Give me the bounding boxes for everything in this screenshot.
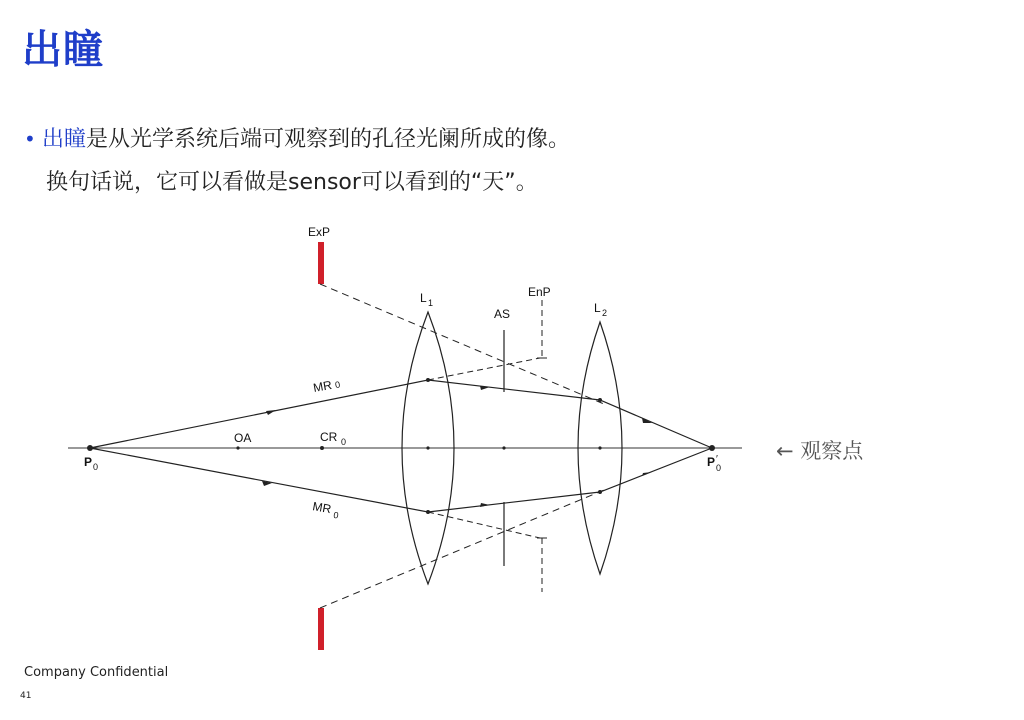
axis-point-cr0 [320,446,324,450]
dashed-enp-bottom [428,512,540,538]
label-mr0-top-sub: 0 [334,379,341,391]
label-cr0: CR [320,430,338,444]
ray-arrow [480,503,490,507]
label-as: AS [494,307,511,321]
marginal-ray-bottom [90,448,712,512]
footer-confidential: Company Confidential [24,665,169,680]
dashed-ray-top [320,284,604,404]
label-oa: OA [234,431,252,445]
bullet-line2: 换句话说，它可以看做是sensor可以看到的“天”。 [46,170,538,195]
axis-point-oa [236,446,239,449]
label-l1-sub: 1 [428,298,434,308]
ray-point [598,398,602,402]
axis-point-l1 [426,446,429,449]
ray-arrow [266,410,276,415]
bullet-highlight: 出瞳 [42,127,87,152]
ray-arrow [642,418,652,423]
label-p0-sub: 0 [93,462,99,472]
label-p0-prime-sub: 0 [716,463,722,473]
axis-point-p0-prime [709,445,715,451]
page-title: 出瞳 [22,27,104,73]
left-arrow-icon: ← [776,439,794,463]
marginal-ray-top [90,377,712,448]
ray-point [426,510,430,514]
observation-point-label: 观察点 [800,439,864,463]
label-p0-prime: P [707,455,716,469]
label-mr0-bottom-sub: 0 [332,509,340,521]
axis-point-as [502,446,505,449]
exit-pupil-bottom [318,608,324,650]
label-exp: ExP [308,225,331,239]
axis-point-l2 [598,446,601,449]
label-l2: L [594,301,601,315]
ray-point [426,378,430,382]
label-cr0-sub: 0 [341,437,347,447]
label-p0: P [84,455,93,469]
label-mr0-top: MR [312,377,333,395]
label-enp: EnP [528,285,551,299]
axis-point-p0 [87,445,93,451]
exit-pupil-top [318,242,324,284]
ray-point [598,490,602,494]
label-l1: L [420,291,427,305]
observation-point [776,437,863,465]
bullet-dot-icon: • [24,127,36,151]
label-l2-sub: 2 [602,308,608,318]
page-number: 41 [20,691,32,701]
label-mr0-bottom: MR [311,499,333,517]
label-p0-prime-mark: ′ [716,454,718,465]
bullet-text: 是从光学系统后端可观察到的孔径光阑所成的像。 [86,127,571,152]
